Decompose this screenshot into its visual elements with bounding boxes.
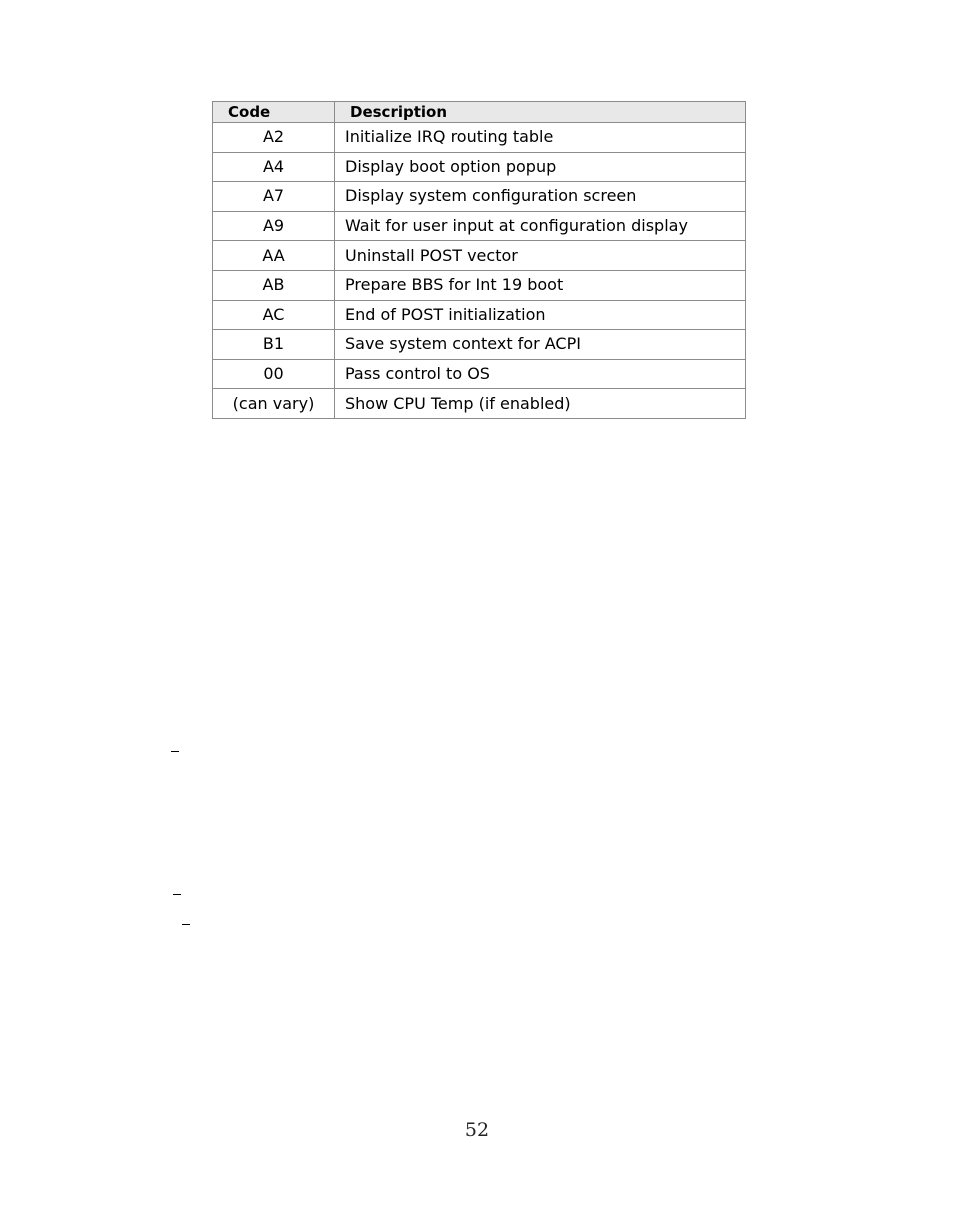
dash-mark — [171, 751, 179, 752]
description-column-header: Description — [335, 102, 746, 123]
description-cell: Uninstall POST vector — [335, 241, 746, 271]
dash-mark — [173, 894, 181, 895]
code-cell: A7 — [213, 182, 335, 212]
description-cell: Display system configuration screen — [335, 182, 746, 212]
description-cell: Wait for user input at configuration display — [335, 211, 746, 241]
description-cell: Pass control to OS — [335, 359, 746, 389]
table-header-row — [213, 102, 746, 123]
table-row — [213, 389, 746, 419]
page-number: 52 — [464, 1119, 490, 1141]
code-cell: A9 — [213, 211, 335, 241]
table-row — [213, 330, 746, 360]
table-row — [213, 182, 746, 212]
code-cell: (can vary) — [213, 389, 335, 419]
code-column-header: Code — [213, 102, 335, 123]
code-cell: A2 — [213, 123, 335, 153]
table-header — [213, 102, 746, 123]
table-body — [213, 123, 746, 419]
code-cell: B1 — [213, 330, 335, 360]
description-cell: Save system context for ACPI — [335, 330, 746, 360]
description-cell: Display boot option popup — [335, 152, 746, 182]
description-cell: Show CPU Temp (if enabled) — [335, 389, 746, 419]
table-row — [213, 359, 746, 389]
code-cell: AB — [213, 270, 335, 300]
table-row — [213, 241, 746, 271]
code-cell: AC — [213, 300, 335, 330]
dash-mark — [182, 924, 190, 925]
description-cell: Prepare BBS for Int 19 boot — [335, 270, 746, 300]
code-cell: A4 — [213, 152, 335, 182]
table-row — [213, 123, 746, 153]
description-cell: Initialize IRQ routing table — [335, 123, 746, 153]
table-row — [213, 270, 746, 300]
table-row — [213, 300, 746, 330]
code-cell: 00 — [213, 359, 335, 389]
post-code-table — [212, 101, 746, 419]
table-row — [213, 211, 746, 241]
table-row — [213, 152, 746, 182]
description-cell: End of POST initialization — [335, 300, 746, 330]
code-cell: AA — [213, 241, 335, 271]
